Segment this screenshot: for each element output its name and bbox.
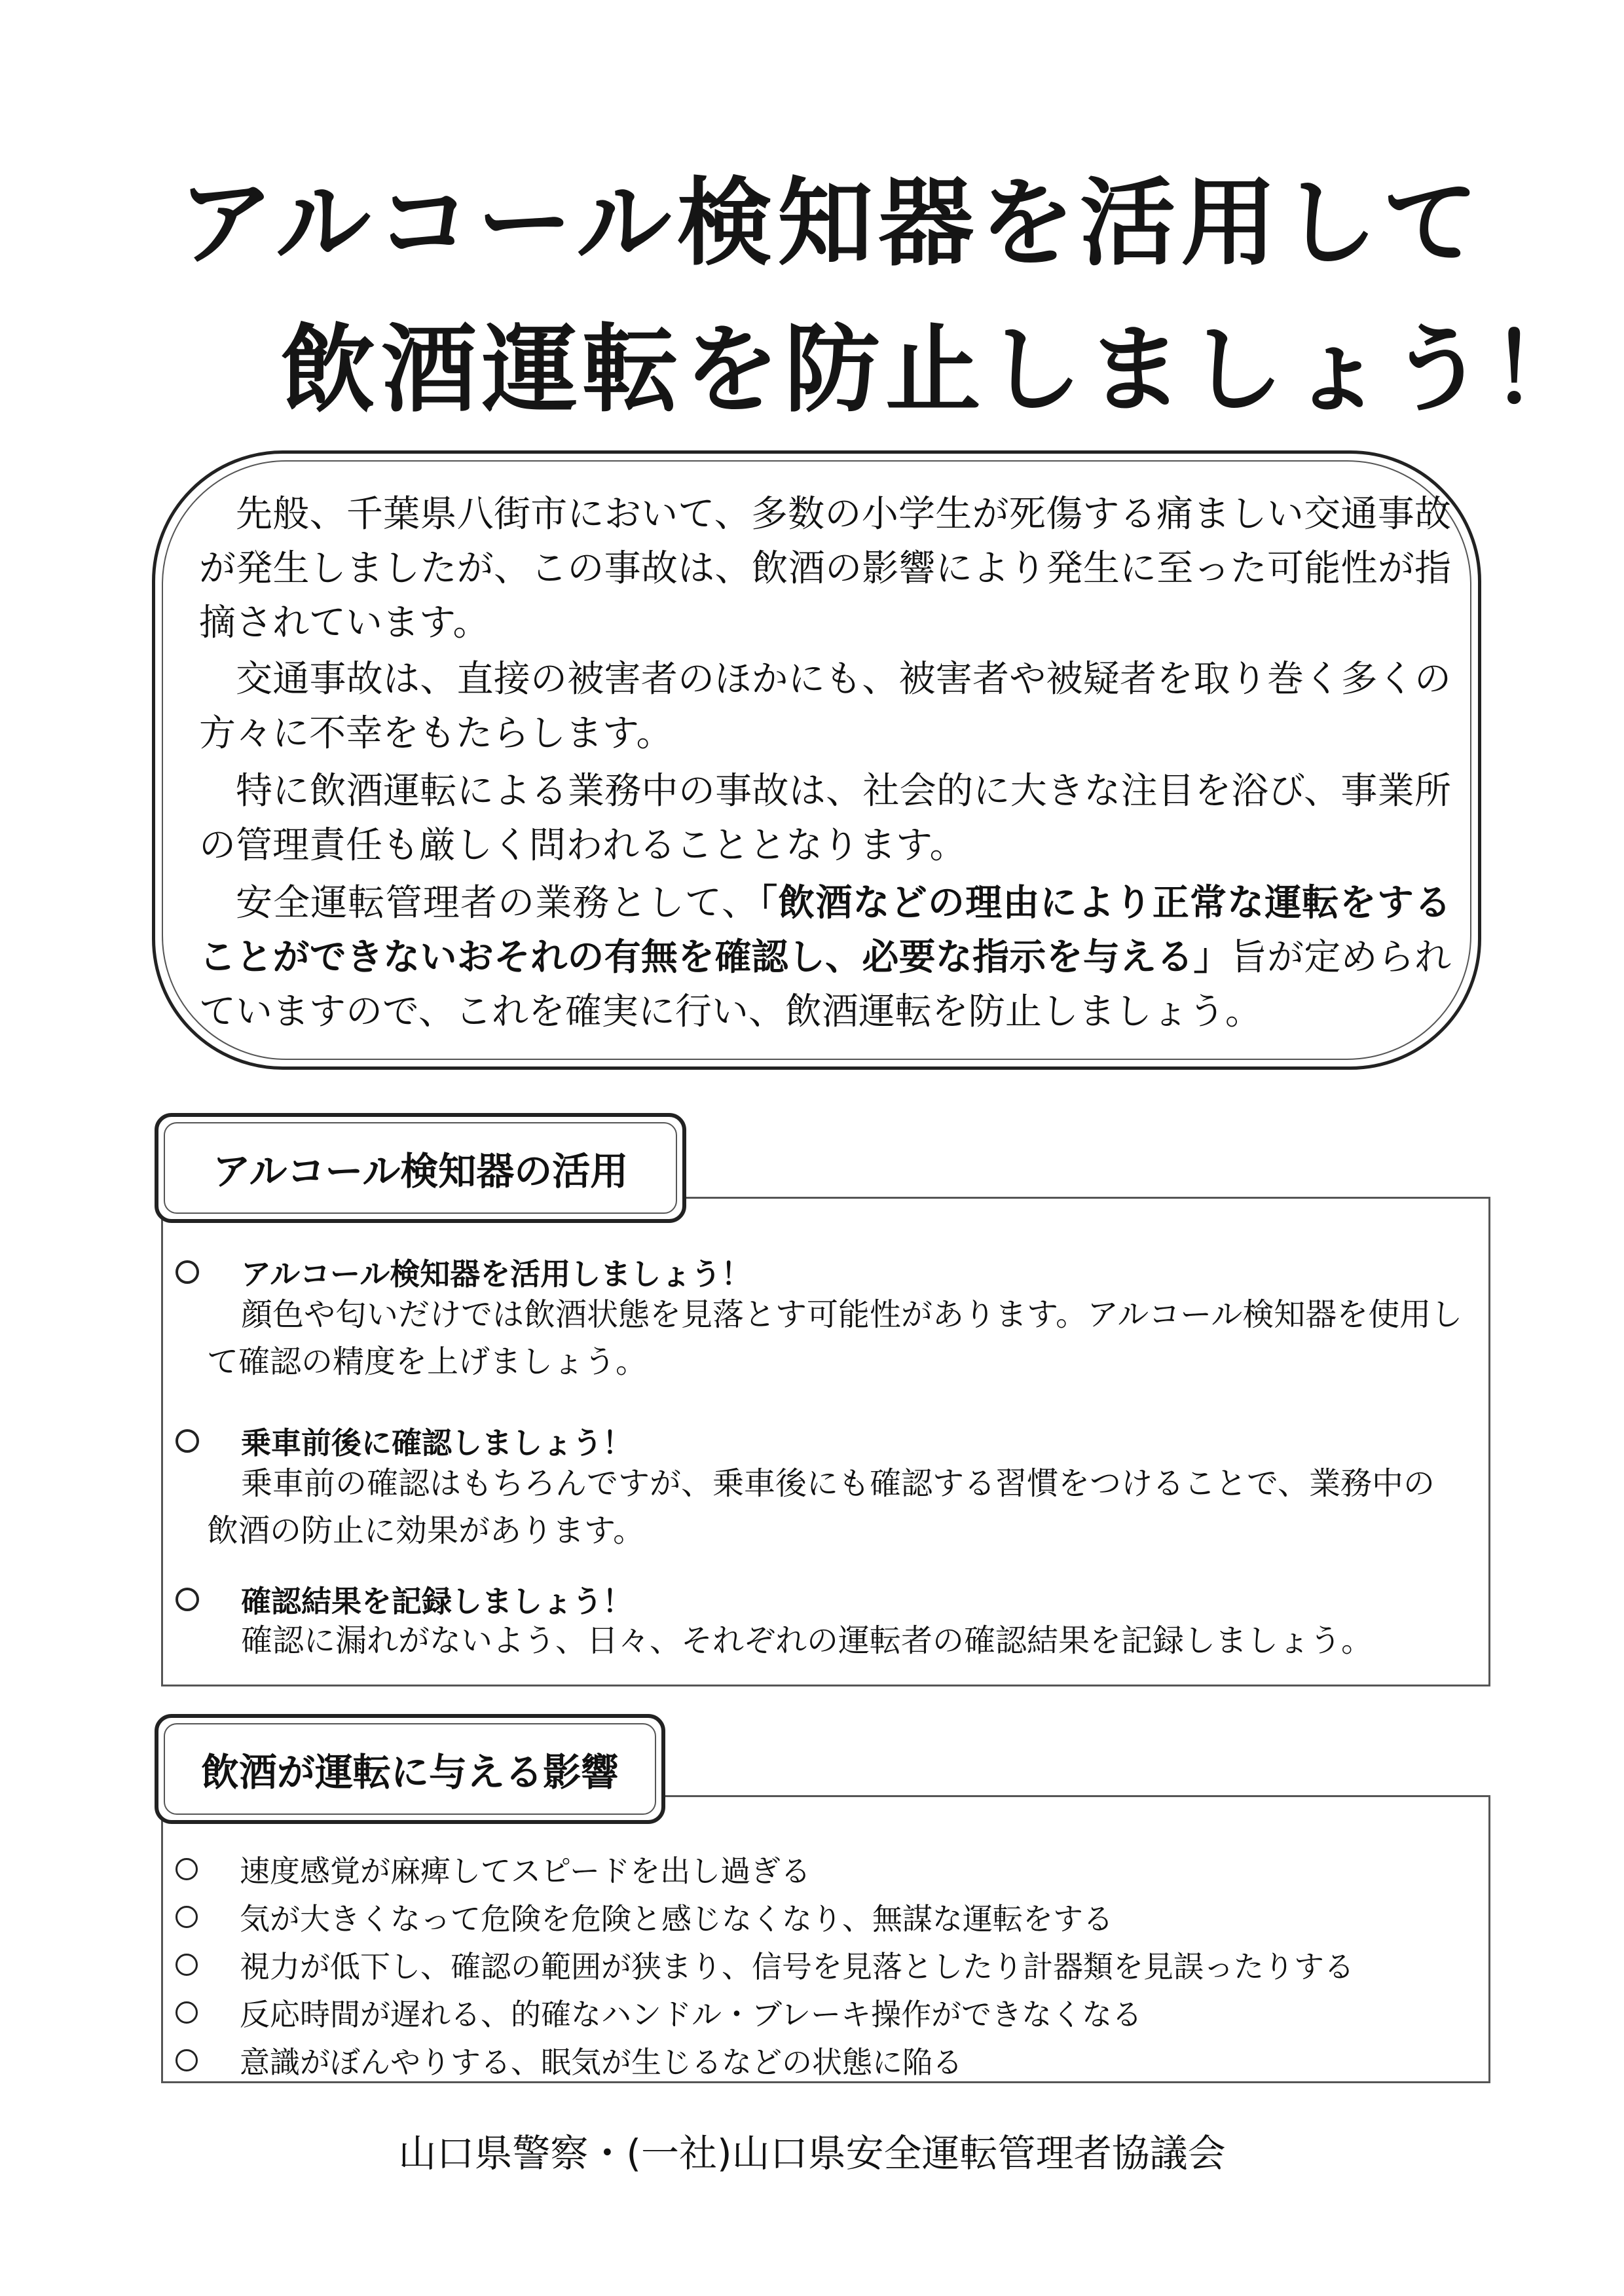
circle-bullet-icon <box>175 1906 198 1928</box>
circle-bullet-icon <box>175 1954 198 1976</box>
circle-bullet-icon <box>175 1588 199 1611</box>
circle-bullet-icon <box>175 1429 199 1453</box>
circle-bullet-icon <box>175 2049 198 2071</box>
effect-item <box>175 1848 811 1891</box>
intro-paragraph-3: 特に飲酒運転による業務中の事故は、社会的に大きな注目を浴び、事業所の管理責任も厳しく問われることとなります。 <box>199 770 1451 867</box>
effect-text: 意識がぼんやりする、眠気が生じるなどの状態に陥る <box>240 2045 963 2080</box>
effect-item <box>175 2039 963 2082</box>
item-heading-text: アルコール検知器を活用しましょう！ <box>241 1256 752 1292</box>
intro-p4-emphasis: 「飲酒などの理由により正常な運転をすることができないおそれの有無を確認し、必要な指示を与える」 <box>199 882 1451 979</box>
section-1-item-2-heading <box>175 1419 633 1463</box>
circle-bullet-icon <box>175 2001 198 2024</box>
circle-bullet-icon <box>175 1858 198 1880</box>
section-1-item-1-body: 顔色や匂いだけでは飲酒状態を見落とす可能性があります。アルコール検知器を使用して確認の精度を上げましょう。 <box>207 1296 1463 1380</box>
effect-text: 気が大きくなって危険を危険と感じなくなり、無謀な運転をする <box>240 1901 1113 1937</box>
section-1-label: アルコール検知器の活用 <box>212 1149 629 1194</box>
section-1-item-1-heading <box>175 1250 751 1294</box>
section-1-label-box <box>155 1113 686 1223</box>
intro-paragraph-4 <box>199 876 1451 1039</box>
effect-item <box>175 1991 1142 2034</box>
effect-item <box>175 1895 1113 1939</box>
intro-paragraph-2: 交通事故は、直接の被害者のほかにも、被害者や被疑者を取り巻く多くの方々に不幸をもたらします。 <box>199 658 1451 755</box>
effect-text: 反応時間が遅れる、的確なハンドル・ブレーキ操作ができなくなる <box>240 1997 1143 2032</box>
intro-p4-tail: 旨が定められていますので、これを確実に行い、飲酒運転を防止しましょう。 <box>199 936 1452 1033</box>
title-line-2: 飲酒運転を防止しましょう！ <box>280 314 1591 426</box>
title-line-1: アルコール検知器を活用して <box>178 168 1484 279</box>
circle-bullet-icon <box>175 1260 199 1284</box>
issuer-footer: 山口県警察・(一社)山口県安全運転管理者協議会 <box>398 2131 1226 2176</box>
item-heading-text: 乗車前後に確認しましょう！ <box>241 1425 633 1461</box>
intro-p4-lead: 安全運転管理者の業務として、 <box>236 882 760 924</box>
section-1-item-3-heading <box>175 1578 633 1621</box>
section-2-label-box <box>155 1714 665 1824</box>
effect-text: 視力が低下し、確認の範囲が狭まり、信号を見落としたり計器類を見誤ったりする <box>240 1949 1354 1984</box>
effect-item <box>175 1943 1354 1986</box>
section-2-label: 飲酒が運転に与える影響 <box>200 1750 619 1795</box>
section-1-item-3-body: 確認に漏れがないよう、日々、それぞれの運転者の確認結果を記録しましょう。 <box>241 1622 1373 1659</box>
item-heading-text: 確認結果を記録しましょう！ <box>241 1584 633 1619</box>
section-1-item-2-body: 乗車前の確認はもちろんですが、乗車後にも確認する習慣をつけることで、業務中の飲酒の防止に効果があります。 <box>207 1465 1435 1549</box>
intro-paragraph-1: 先般、千葉県八街市において、多数の小学生が死傷する痛ましい交通事故が発生しましたが、この事故は、飲酒の影響により発生に至った可能性が指摘されています。 <box>199 493 1452 644</box>
effect-text: 速度感覚が麻痺してスピードを出し過ぎる <box>240 1853 811 1889</box>
